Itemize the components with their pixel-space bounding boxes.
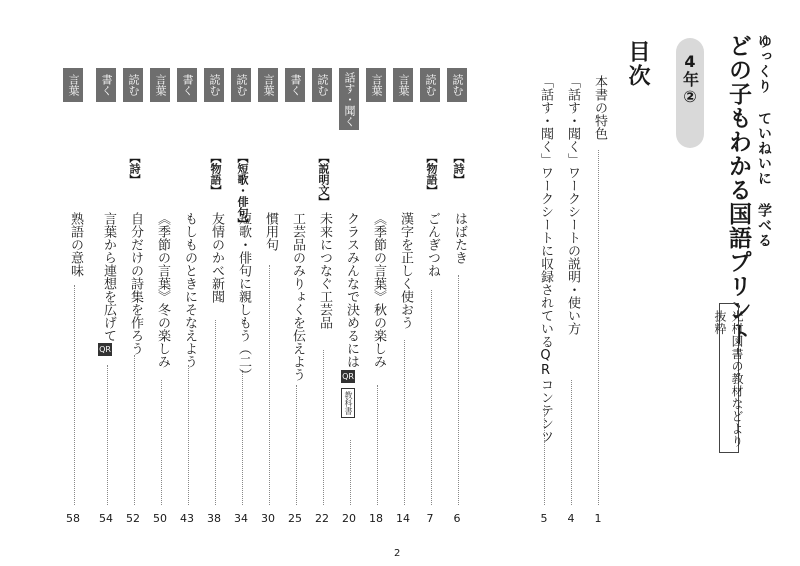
front-matter-text: 本書の特色 (592, 75, 607, 140)
leader-dots (296, 385, 297, 505)
leader-dots (431, 290, 432, 505)
page-ref: 58 (66, 512, 80, 525)
entry-title: 漢字を正しく使おう (398, 212, 413, 329)
page-ref: 5 (540, 512, 548, 525)
page-ref: 14 (396, 512, 410, 525)
leader-dots (74, 285, 75, 505)
category-tab: 言葉 (366, 68, 386, 102)
source-note-box (713, 303, 744, 453)
page-ref: 38 (207, 512, 221, 525)
leader-dots (215, 320, 216, 505)
leader-dots (598, 150, 599, 505)
entry-title: 熟語の意味 (68, 212, 83, 277)
entry-title: 《季節の言葉》冬の楽しみ (155, 212, 170, 368)
entry-title: はばたき (452, 212, 467, 264)
entry-title: 工芸品のみりょくを伝えよう (290, 212, 305, 381)
genre-label: 【短歌・俳句】 (236, 152, 249, 229)
leader-dots (323, 350, 324, 505)
category-tab: 読む (312, 68, 332, 102)
leader-dots (134, 355, 135, 505)
page-ref: 20 (342, 512, 356, 525)
entry-title: ごんぎつね (425, 212, 440, 277)
page-ref: 1 (594, 512, 602, 525)
category-tab: 書く (96, 68, 116, 102)
page-ref: 30 (261, 512, 275, 525)
leader-dots (161, 380, 162, 505)
entry-title: 短歌・俳句に親しもう（二） (236, 212, 251, 381)
leader-dots (242, 370, 243, 505)
genre-label: 【物語】 (209, 152, 222, 196)
category-tab: 言葉 (393, 68, 413, 102)
category-tab: 読む (204, 68, 224, 102)
textbook-badge: 教科書 (341, 388, 355, 418)
genre-label: 【詩】 (128, 152, 141, 185)
leader-dots (544, 405, 545, 505)
page-ref: 25 (288, 512, 302, 525)
entry-title: 慣用句 (263, 212, 278, 251)
genre-label: 【説明文】 (317, 152, 330, 207)
genre-label: 【物語】 (425, 152, 438, 196)
category-tab: 書く (285, 68, 305, 102)
category-tab: 読む (447, 68, 467, 102)
leader-dots (188, 365, 189, 505)
entry-title: もしものときにそなえよう (182, 212, 197, 368)
leader-dots (404, 340, 405, 505)
page-ref: 54 (99, 512, 113, 525)
qr-badge: QR (99, 345, 111, 354)
page-ref: 7 (426, 512, 434, 525)
category-tab: 読む (420, 68, 440, 102)
page-ref: 50 (153, 512, 167, 525)
page-ref: 4 (567, 512, 575, 525)
category-tab: 言葉 (258, 68, 278, 102)
page-ref: 18 (369, 512, 383, 525)
book-title: どの子もわかる国語プリント (725, 34, 751, 346)
front-matter-text: 「話す・聞く」ワークシートに収録されているQRコンテンツ (538, 75, 553, 443)
leader-dots (269, 265, 270, 505)
toc-title: 目次 (625, 40, 650, 88)
page-ref: 43 (180, 512, 194, 525)
grade-label: 4年② (680, 52, 700, 106)
entry-title: 《季節の言葉》秋の楽しみ (371, 212, 386, 368)
leader-dots (107, 365, 108, 505)
page-ref: 6 (453, 512, 461, 525)
leader-dots (350, 440, 351, 505)
entry-title: 未来につなぐ工芸品 (317, 212, 332, 329)
grade-pill (676, 38, 704, 148)
entry-title: 自分だけの詩集を作ろう (128, 212, 143, 355)
category-tab: 言葉 (150, 68, 170, 102)
page-ref: 22 (315, 512, 329, 525)
genre-label: 【詩】 (452, 152, 465, 185)
category-tab: 読む (123, 68, 143, 102)
qr-badge: QR (342, 372, 354, 381)
category-tab: 書く (177, 68, 197, 102)
category-tab: 話す・聞く (339, 68, 359, 130)
entry-title: 友情のかべ新聞 (209, 212, 224, 303)
series-subtitle: ゆっくり ていねいに 学べる (756, 34, 772, 248)
category-tab: 読む (231, 68, 251, 102)
front-matter-text: 「話す・聞く」ワークシートの説明・使い方 (565, 75, 580, 335)
leader-dots (377, 385, 378, 505)
page-ref: 34 (234, 512, 248, 525)
entry-title: クラスみんなで決めるには (344, 212, 359, 368)
leader-dots (458, 275, 459, 505)
source-note: 光村図書の教材などより抜粋 (713, 310, 744, 448)
page-number: 2 (394, 548, 401, 559)
page-ref: 52 (126, 512, 140, 525)
entry-title: 言葉から連想を広げて (101, 212, 116, 342)
leader-dots (571, 380, 572, 505)
category-tab: 言葉 (63, 68, 83, 102)
